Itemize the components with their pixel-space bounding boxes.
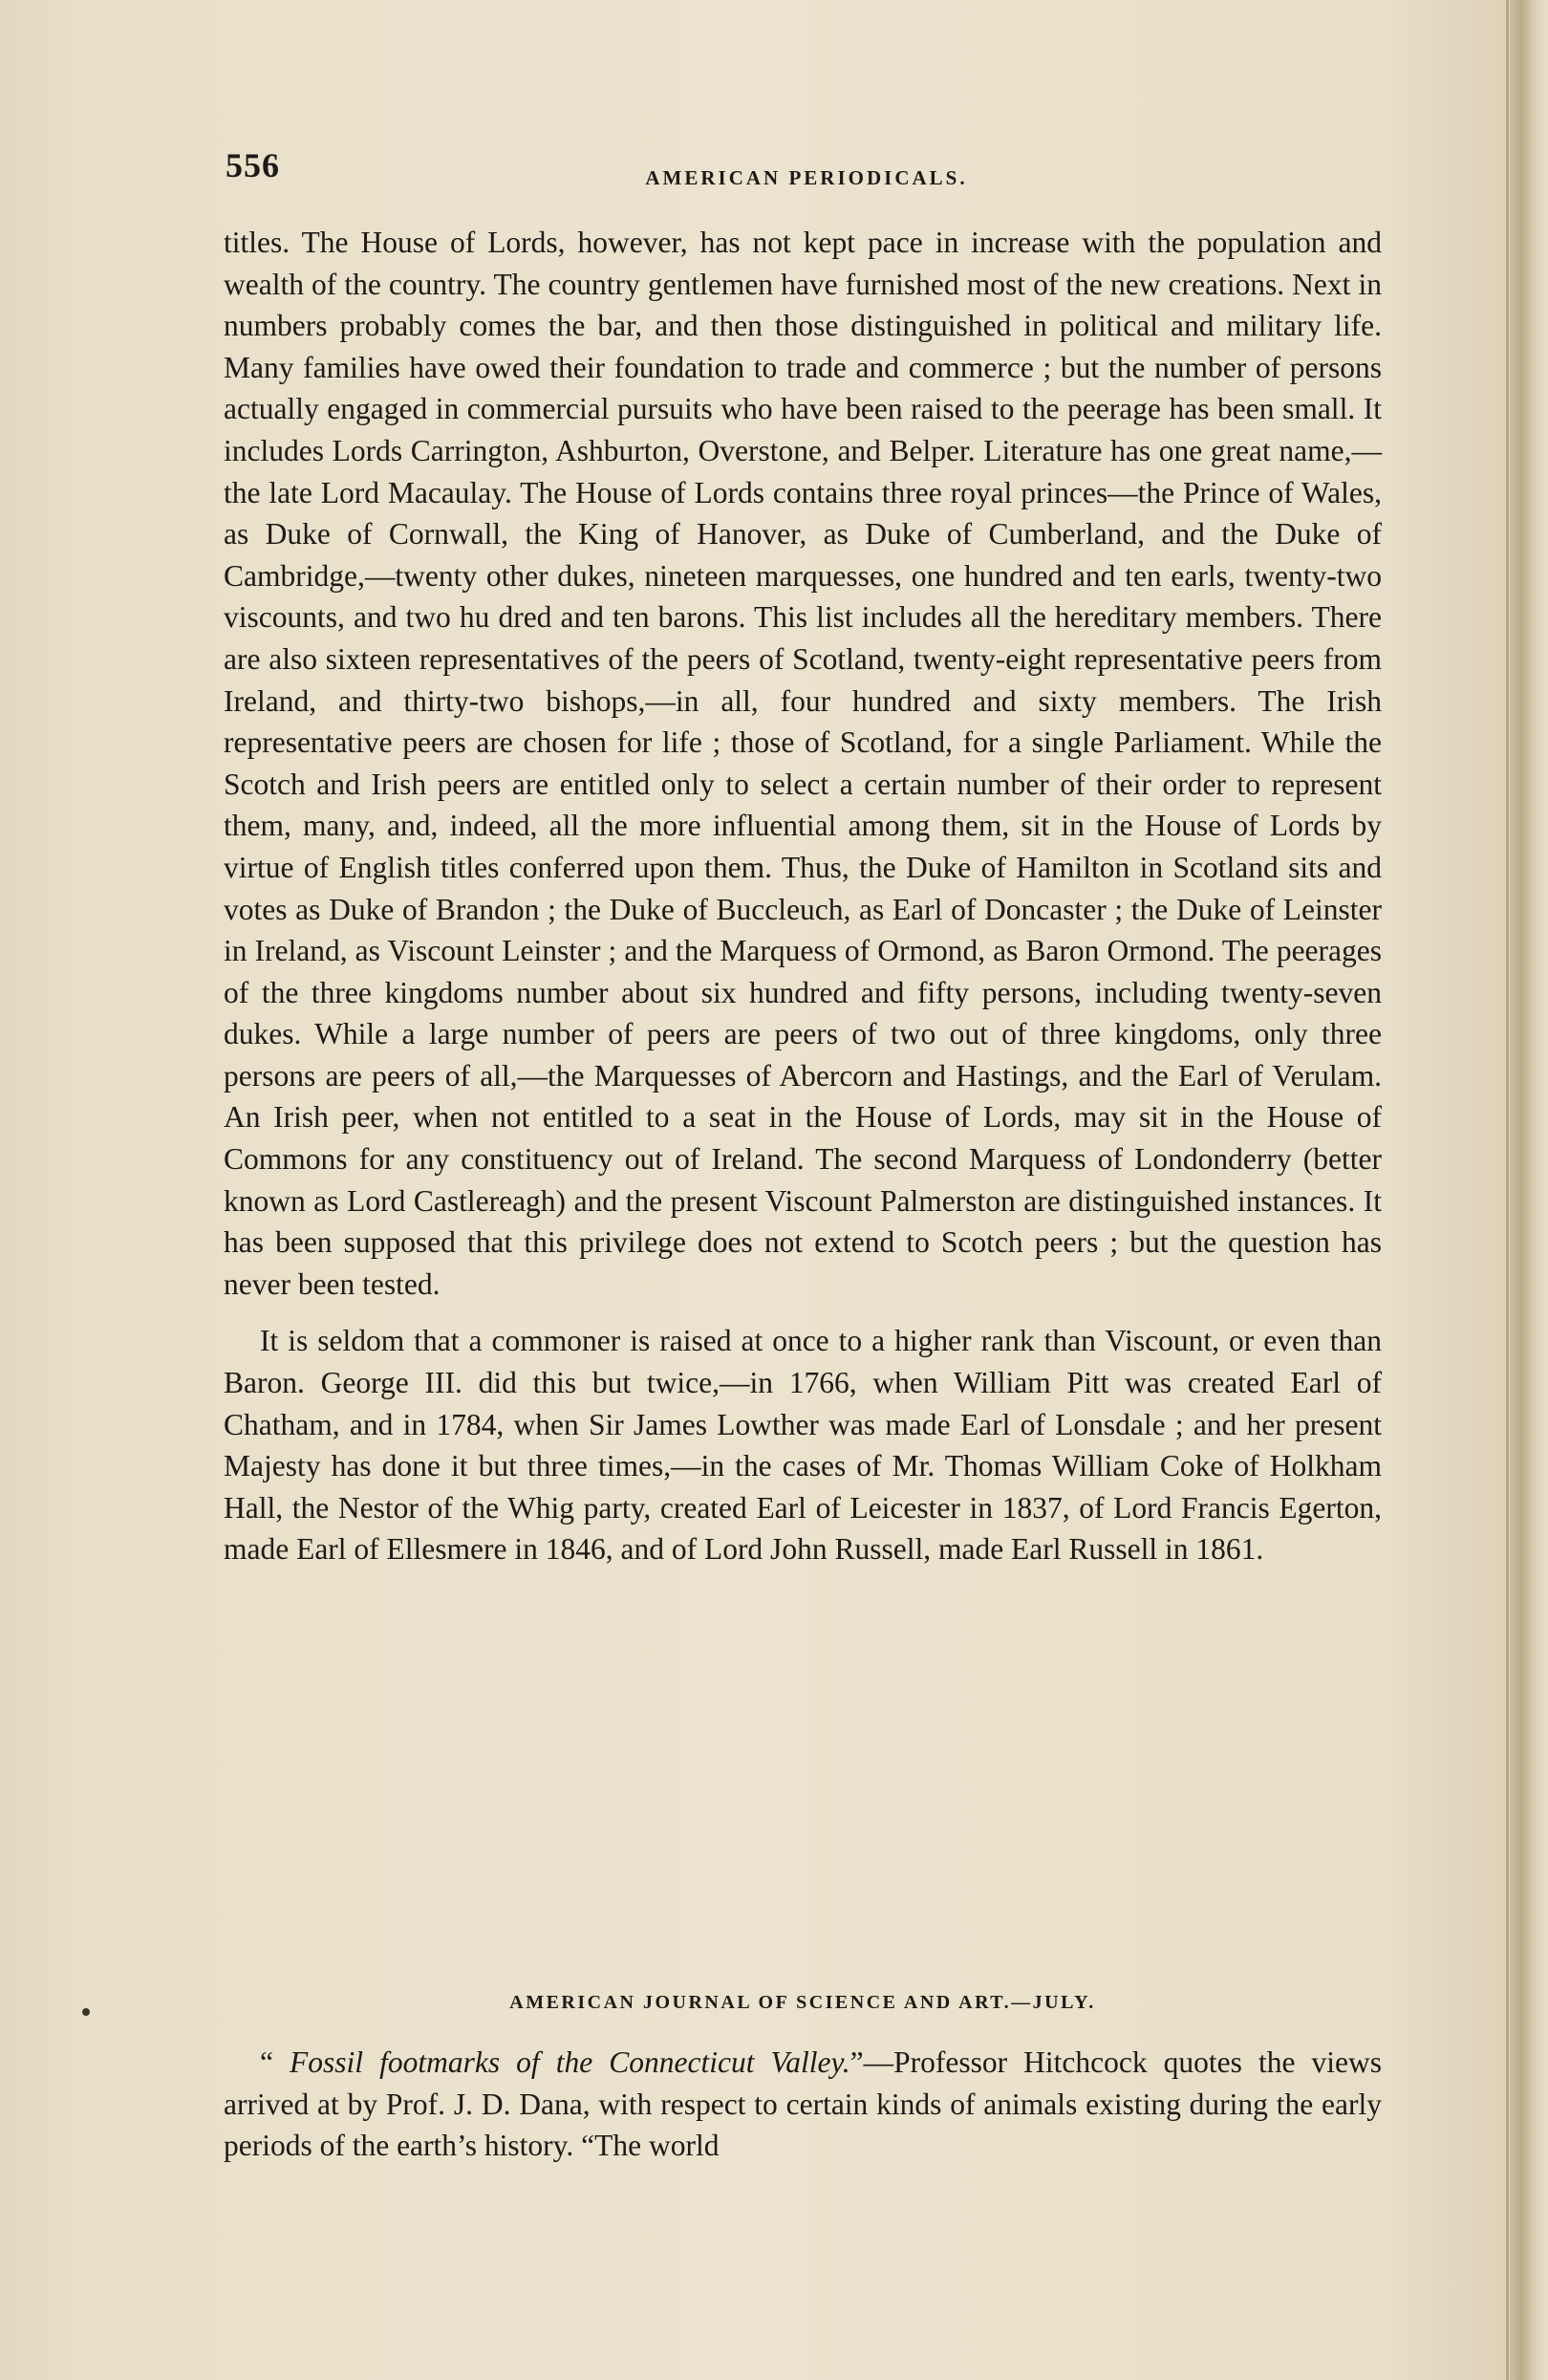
body-text <box>224 222 1382 1570</box>
paragraph-fossil-footmarks <box>224 2042 1382 2167</box>
page-number: 556 <box>226 146 280 184</box>
close-quote: ” <box>849 2045 864 2079</box>
article-title: Fossil footmarks of the Connecticut Valley. <box>290 2045 850 2079</box>
page-edge-line <box>1506 0 1509 2380</box>
paragraph-peerage: titles. The House of Lords, however, has not kept pace in increase with the population and wealth of the country. The country gentlemen have furnished most of the new creations. Next in numbers probably comes the bar, and then those distinguished in political and military life. Many families have owed their foundation to trade and commerce ; but the number of persons actually engaged in commercial pursuits who have been raised to the peerage has been small. It includes Lords Carrington, Ashburton, Overstone, and Belper. Literature has one great name,—the late Lord Macaulay. The House of Lords contains three royal princes—the Prince of Wales, as Duke of Cornwall, the King of Hanover, as Duke of Cumberland, and the Duke of Cambridge,—twenty other dukes, nineteen marquesses, one hundred and ten earls, twenty-two viscounts, and two hu dred and ten barons. This list includes all the hereditary members. There are also sixteen representatives of the peers of Scotland, twenty-eight representative peers from Ireland, and thirty-two bishops,—in all, four hundred and sixty members. The Irish representative peers are chosen for life ; those of Scotland, for a single Parliament. While the Scotch and Irish peers are entitled only to select a certain number of their order to represent them, many, and, indeed, all the more influential among them, sit in the House of Lords by virtue of English titles conferred upon them. Thus, the Duke of Hamilton in Scotland sits and votes as Duke of Brandon ; the Duke of Buccleuch, as Earl of Doncaster ; the Duke of Leinster in Ireland, as Viscount Leinster ; and the Marquess of Ormond, as Baron Ormond. The peerages of the three kingdoms number about six hundred and fifty persons, including twenty-seven dukes. While a large number of peers are peers of two out of three kingdoms, only three persons are peers of all,—the Marquesses of Abercorn and Hastings, and the Earl of Verulam. An Irish peer, when not entitled to a seat in the House of Lords, may sit in the House of Commons for any constituency out of Ireland. The second Marquess of Londonderry (better known as Lord Castlereagh) and the present Viscount Palmerston are distinguished instances. It has been supposed that this privilege does not extend to Scotch peers ; but the question has never been tested. <box>224 226 1382 1301</box>
margin-mark <box>76 2002 96 2022</box>
section-text <box>224 2042 1382 2167</box>
running-head: AMERICAN PERIODICALS. <box>645 166 968 189</box>
page-edge <box>1510 0 1548 2380</box>
section-heading: AMERICAN JOURNAL OF SCIENCE AND ART.—JULY. <box>509 1992 1096 2013</box>
article-text: —Professor Hitchcock quotes the views arrived at by Prof. J. D. Dana, with respect to certain kinds of animals existing during the early periods of the earth’s history. “The world <box>224 2045 1382 2163</box>
page-header <box>226 145 1387 193</box>
open-quote: “ <box>260 2045 290 2079</box>
paragraph-commoners: It is seldom that a commoner is raised at once to a higher rank than Viscount, or even than Baron. George III. did this but twice,—in 1766, when William Pitt was created Earl of Chatham, and in 1784, when Sir James Lowther was made Earl of Lonsdale ; and her present Majesty has done it but three times,—in the cases of Mr. Thomas William Coke of Holkham Hall, the Nestor of the Whig party, created Earl of Leicester in 1837, of Lord Francis Egerton, made Earl of Ellesmere in 1846, and of Lord John Russell, made Earl Russell in 1861. <box>224 1324 1382 1567</box>
